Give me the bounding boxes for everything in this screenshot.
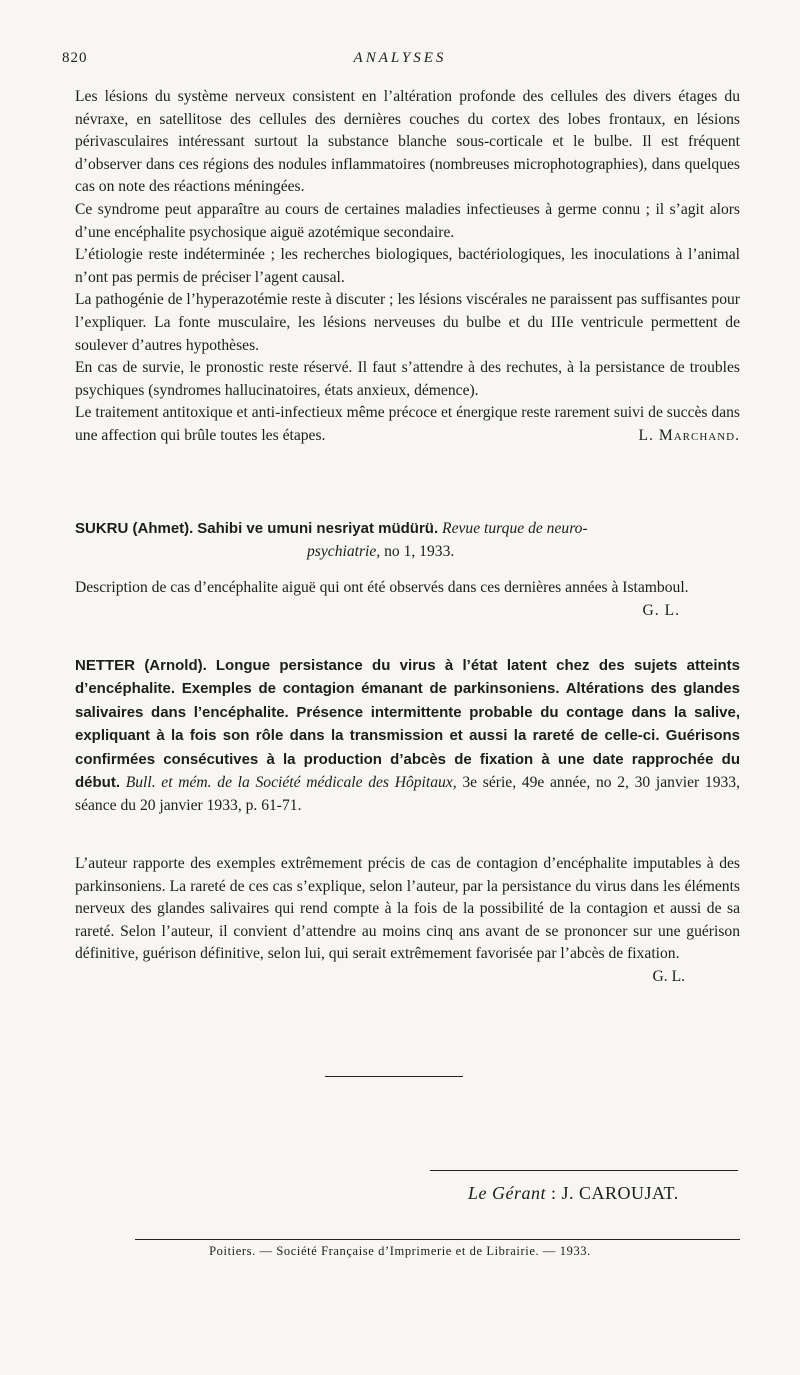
entry-title: Sahibi ve umuni nesriyat müdürü. (197, 520, 439, 537)
signature: L. Marchand. (638, 426, 740, 444)
paragraph: Les lésions du système nerveux consistent en l’altération profonde des cellules des divers étages du névraxe, en satellitose des cellules des dernières couches du cortex des lobes frontaux, en lésions périvasculaires intéressant surtout la substance blanche sous-corticale et le bulbe. Il est fréquent d’observer dans ces régions des nodules inflammatoires (nombreuses microphotographies), dans quelques cas on note des réactions méningées. (75, 88, 740, 196)
paragraph: En cas de survie, le pronostic reste réservé. Il faut s’attendre à des rechutes, à la persistance de troubles psychiques (syndromes hallucinatoires, états anxieux, démence). (75, 359, 740, 399)
running-head: ANALYSES (353, 50, 447, 66)
entry-summary-netter (75, 853, 740, 989)
entry-author: NETTER (Arnold). (75, 657, 207, 674)
gerant-separator: : (551, 1183, 557, 1203)
entry-heading-netter (75, 654, 740, 818)
journal-issue: no 1, 1933. (384, 543, 455, 560)
paragraph: L’auteur rapporte des exemples extrêmement précis de cas de contagion d’encéphalite imputables à des parkinsoniens. La rareté de ces cas s’explique, selon l’auteur, par la persistance du virus dans les éléments nerveux des glandes salivaires qui rend compte à la fois de la possibilité de la contagion et aussi de sa rareté. Selon l’auteur, il convient d’attendre au moins cinq ans avant de se prononcer sur une guérison définitive, guérison définitive, selon lui, qui serait extrêmement favorisée par l’abcès de fixation. (75, 855, 740, 963)
paragraph: L’étiologie reste indéterminée ; les recherches biologiques, bactériologiques, les inoculations à l’animal n’ont pas permis de préciser l’agent causal. (75, 246, 740, 286)
signature-line (75, 966, 740, 989)
page-number: 820 (62, 50, 88, 66)
gerant-line (468, 1183, 679, 1204)
journal-name-cont: psychiatrie, (307, 543, 381, 560)
entry-title: Longue persistance du virus à l’état latent chez des sujets atteints d’encéphalite. Exemples de contagion émanant de parkinsoniens. Altérations des glandes salivaires dans l’encéphalite. Présence intermittente probable du contage dans la salive, expliquant à la fois son rôle dans la transmission et aussi la rareté de celle-ci. Guérisons confirmées consécutives à la production d’abcès de fixation à une date rapprochée du début. (75, 657, 741, 792)
entry-summary-sukru (75, 577, 740, 622)
signature: G. L. (652, 967, 685, 985)
journal-name: Bull. et mém. de la Société médicale des Hôpitaux, (125, 774, 457, 792)
paragraph: La pathogénie de l’hyperazotémie reste à discuter ; les lésions viscérales ne paraissent pas suffisantes pour l’expliquer. La fonte musculaire, les lésions nerveuses du bulbe et du IIIe ventricule permettent de soulever d’autres hypothèses. (75, 291, 740, 354)
gerant-rule (430, 1170, 738, 1171)
signature: G. L. (642, 601, 680, 619)
gerant-label: Le Gérant (468, 1183, 546, 1203)
gerant-name: J. CAROUJAT. (561, 1183, 679, 1203)
printer-imprint: Poitiers. — Société Française d’Imprimerie et de Librairie. — 1933. (209, 1244, 591, 1258)
article-continuation (75, 86, 740, 448)
imprint-rule (135, 1239, 740, 1240)
journal-name: Revue turque de neuro- (442, 520, 588, 537)
journal-issue: 3e série, 49e année, no 2, 30 janvier 1933, séance du 20 janvier 1933, p. 61-71. (75, 774, 740, 815)
entry-author: SUKRU (Ahmet). (75, 520, 194, 537)
entry-heading-sukru (75, 517, 740, 563)
paragraph: Description de cas d’encéphalite aiguë qui ont été observés dans ces dernières années à Istamboul. G. L. (75, 577, 740, 600)
paragraph: Ce syndrome peut apparaître au cours de certaines maladies infectieuses à germe connu ; il s’agit alors d’une encéphalite psychosique aiguë azotémique secondaire. (75, 200, 740, 241)
section-divider (325, 1076, 463, 1077)
paragraph: Le traitement antitoxique et anti-infectieux même précoce et énergique reste rarement suivi de succès dans une affection qui brûle toutes les étapes. L. Marchand. (75, 402, 740, 447)
